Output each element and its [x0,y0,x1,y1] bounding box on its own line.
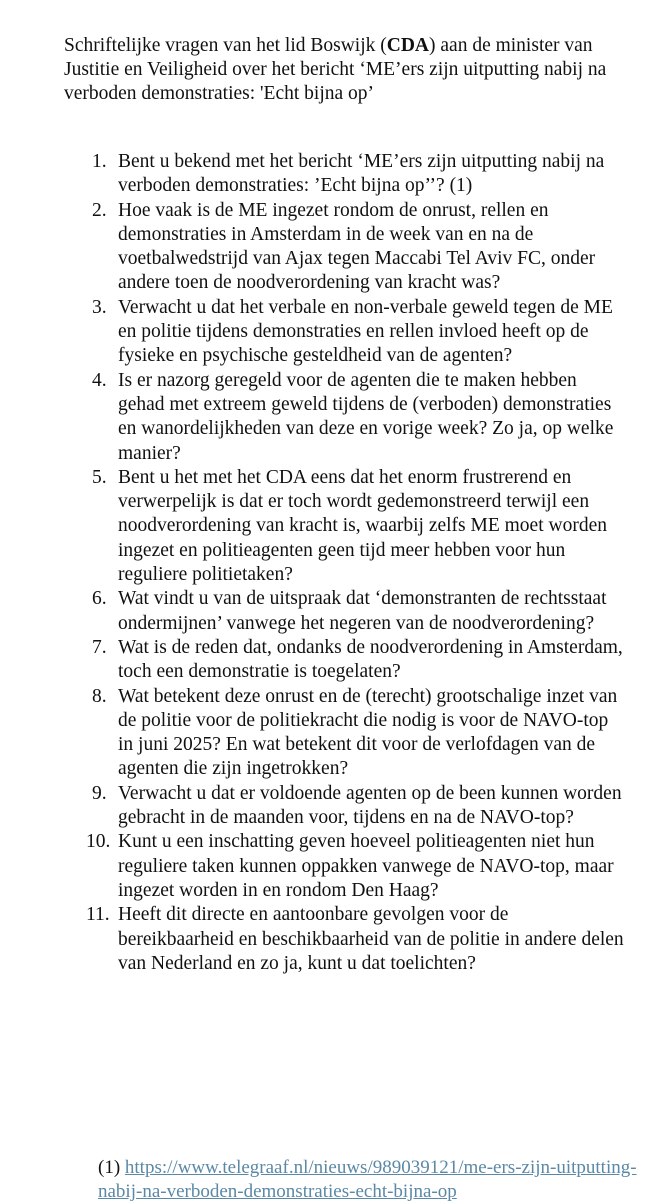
question-number: 2. [92,199,107,221]
question-number: 7. [92,636,107,658]
question-text: Heeft dit directe en aantoonbare gevolgen voor de bereikbaarheid en beschikbaarheid van de politie in andere delen van Nederland en zo ja, kunt u dat toelichten? [118,904,624,974]
question-item [0,685,662,782]
question-item [0,903,662,976]
question-item [0,466,662,587]
footnote [98,1156,638,1204]
question-text: Kunt u een inschatting geven hoeveel politieagenten niet hun reguliere taken kunnen oppakken vanwege de NAVO-top, maar ingezet worden in en rondom Den Haag? [118,831,614,901]
question-item [0,636,662,685]
question-text: Wat vindt u van de uitspraak dat ‘demonstranten de rechtsstaat ondermijnen’ vanwege het negeren van de noodverordening? [118,588,607,634]
question-number: 5. [92,466,107,488]
party-name: CDA [386,35,430,56]
question-number: 4. [92,369,107,391]
footnote-marker: (1) [98,1157,121,1178]
question-text: Verwacht u dat het verbale en non-verbale geweld tegen de ME en politie tijdens demonstraties en rellen invloed heeft op de fysieke en psychische gesteldheid van de agenten? [118,296,613,367]
question-number: 8. [92,685,107,707]
question-item [0,830,662,903]
question-item [0,296,662,369]
footnote-link[interactable]: https://www.telegraaf.nl/nieuws/989039121/me-ers-zijn-uitputting-nabij-na-verboden-demonstraties-echt-bijna-op [98,1157,637,1202]
question-item [0,199,662,296]
question-number: 3. [92,296,107,318]
question-text: Hoe vaak is de ME ingezet rondom de onrust, rellen en demonstraties in Amsterdam in de week van en na de voetbalwedstrijd van Ajax tegen Maccabi Tel Aviv FC, onder andere toen de noodverordening van kracht was? [118,199,596,294]
question-text: Wat is de reden dat, ondanks de noodverordening in Amsterdam, toch een demonstratie is toegelaten? [118,636,623,683]
question-item [0,782,662,831]
question-text: Bent u het met het CDA eens dat het enorm frustrerend en verwerpelijk is dat er toch wordt gedemonstreerd terwijl een noodverordening van kracht is, waarbij zelfs ME moet worden ingezet en politieagenten geen tijd meer hebben voor hun reguliere politietaken? [118,466,607,586]
question-number: 9. [92,782,107,804]
intro-text-before: Schriftelijke vragen van het lid Boswijk ( [64,35,387,56]
question-text: Verwacht u dat er voldoende agenten op de been kunnen worden gebracht in de maanden voor, tijdens en na de NAVO-top? [118,782,622,829]
question-item [0,369,662,466]
intro-text-after: ) aan de minister van Justitie en Veiligheid over het bericht ‘ME’ers zijn uitputting nabij na verboden demonstraties: 'Echt bijna op’ [64,35,607,104]
question-text: Is er nazorg geregeld voor de agenten die te maken hebben gehad met extreem geweld tijdens de (verboden) demonstraties en wanordelijkheden van deze en vorige week? Zo ja, op welke manier? [118,369,614,464]
document-intro [64,34,624,106]
question-number: 6. [92,588,107,610]
question-item [0,587,662,636]
question-item [0,150,662,199]
question-number: 11. [86,904,110,926]
question-list [0,150,662,976]
question-text: Wat betekent deze onrust en de (terecht) grootschalige inzet van de politie voor de politiekracht die nodig is voor de NAVO-top in juni 2025? En wat betekent dit voor de verlofdagen van de agenten die zijn ingetrokken? [118,685,618,780]
question-text: Bent u bekend met het bericht ‘ME’ers zijn uitputting nabij na verboden demonstraties: ’Echt bijna op’’? (1) [118,151,605,197]
question-number: 10. [86,831,111,853]
question-number: 1. [92,151,107,172]
